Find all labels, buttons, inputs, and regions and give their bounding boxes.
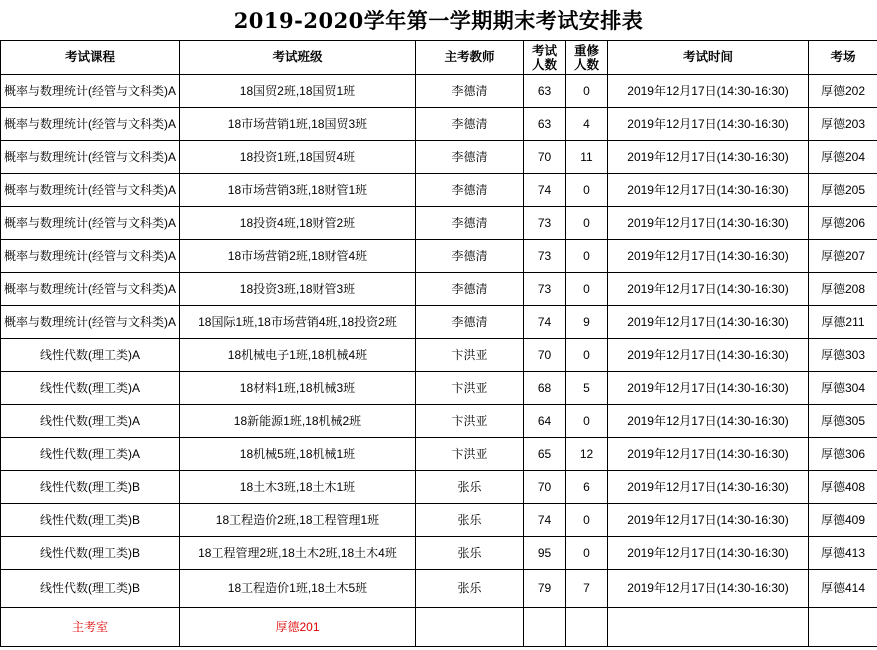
classes-cell: 18投资1班,18国贸4班 — [180, 141, 416, 174]
table-row — [1, 405, 877, 438]
table-row — [1, 207, 877, 240]
classes-cell: 18国际1班,18市场营销4班,18投资2班 — [180, 306, 416, 339]
footer-room-cell: 厚德201 — [180, 608, 416, 647]
count-cell: 70 — [524, 471, 566, 504]
retake-cell: 7 — [566, 570, 608, 608]
classes-cell: 18工程造价2班,18工程管理1班 — [180, 504, 416, 537]
exam-schedule-table — [0, 40, 877, 647]
time-cell: 2019年12月17日(14:30-16:30) — [608, 339, 809, 372]
table-row — [1, 141, 877, 174]
room-cell: 厚德205 — [809, 174, 877, 207]
course-cell: 概率与数理统计(经管与文科类)A — [1, 174, 180, 207]
count-cell: 73 — [524, 273, 566, 306]
header-count-line2: 人数 — [531, 57, 557, 72]
time-cell: 2019年12月17日(14:30-16:30) — [608, 471, 809, 504]
table-row — [1, 108, 877, 141]
footer-label-cell: 主考室 — [1, 608, 180, 647]
empty-cell — [566, 608, 608, 647]
teacher-cell: 李德清 — [416, 141, 524, 174]
retake-cell: 0 — [566, 75, 608, 108]
course-cell: 概率与数理统计(经管与文科类)A — [1, 306, 180, 339]
header-time: 考试时间 — [608, 41, 809, 75]
page-title: 2019-2020学年第一学期期末考试安排表 — [233, 8, 644, 33]
time-cell: 2019年12月17日(14:30-16:30) — [608, 372, 809, 405]
room-cell: 厚德202 — [809, 75, 877, 108]
table-row — [1, 306, 877, 339]
classes-cell: 18投资4班,18财管2班 — [180, 207, 416, 240]
room-cell: 厚德413 — [809, 537, 877, 570]
teacher-cell: 张乐 — [416, 471, 524, 504]
time-cell: 2019年12月17日(14:30-16:30) — [608, 141, 809, 174]
room-cell: 厚德304 — [809, 372, 877, 405]
count-cell: 95 — [524, 537, 566, 570]
teacher-cell: 李德清 — [416, 273, 524, 306]
time-cell: 2019年12月17日(14:30-16:30) — [608, 405, 809, 438]
room-cell: 厚德203 — [809, 108, 877, 141]
course-cell: 线性代数(理工类)B — [1, 537, 180, 570]
teacher-cell: 张乐 — [416, 537, 524, 570]
retake-cell: 6 — [566, 471, 608, 504]
course-cell: 线性代数(理工类)A — [1, 339, 180, 372]
course-cell: 概率与数理统计(经管与文科类)A — [1, 75, 180, 108]
time-cell: 2019年12月17日(14:30-16:30) — [608, 306, 809, 339]
retake-cell: 0 — [566, 207, 608, 240]
table-row — [1, 75, 877, 108]
retake-cell: 0 — [566, 537, 608, 570]
retake-cell: 12 — [566, 438, 608, 471]
retake-cell: 0 — [566, 174, 608, 207]
header-count — [524, 41, 566, 75]
count-cell: 64 — [524, 405, 566, 438]
header-room: 考场 — [809, 41, 877, 75]
header-retake-line1: 重修 — [573, 43, 599, 58]
room-cell: 厚德409 — [809, 504, 877, 537]
time-cell: 2019年12月17日(14:30-16:30) — [608, 537, 809, 570]
table-row — [1, 504, 877, 537]
classes-cell: 18材料1班,18机械3班 — [180, 372, 416, 405]
header-retake-line2: 人数 — [573, 57, 599, 72]
classes-cell: 18投资3班,18财管3班 — [180, 273, 416, 306]
course-cell: 线性代数(理工类)B — [1, 471, 180, 504]
course-cell: 线性代数(理工类)A — [1, 438, 180, 471]
header-course: 考试课程 — [1, 41, 180, 75]
room-cell: 厚德414 — [809, 570, 877, 608]
retake-cell: 0 — [566, 405, 608, 438]
header-teacher: 主考教师 — [416, 41, 524, 75]
teacher-cell: 李德清 — [416, 174, 524, 207]
retake-cell: 0 — [566, 339, 608, 372]
room-cell: 厚德206 — [809, 207, 877, 240]
time-cell: 2019年12月17日(14:30-16:30) — [608, 504, 809, 537]
course-cell: 线性代数(理工类)B — [1, 570, 180, 608]
count-cell: 74 — [524, 504, 566, 537]
table-row — [1, 438, 877, 471]
retake-cell: 5 — [566, 372, 608, 405]
header-retake — [566, 41, 608, 75]
classes-cell: 18土木3班,18土木1班 — [180, 471, 416, 504]
retake-cell: 0 — [566, 273, 608, 306]
table-row — [1, 537, 877, 570]
course-cell: 概率与数理统计(经管与文科类)A — [1, 108, 180, 141]
table-row — [1, 372, 877, 405]
teacher-cell: 李德清 — [416, 108, 524, 141]
teacher-cell: 李德清 — [416, 306, 524, 339]
course-cell: 概率与数理统计(经管与文科类)A — [1, 141, 180, 174]
table-row — [1, 339, 877, 372]
table-row — [1, 471, 877, 504]
room-cell: 厚德306 — [809, 438, 877, 471]
classes-cell: 18工程管理2班,18土木2班,18土木4班 — [180, 537, 416, 570]
classes-cell: 18国贸2班,18国贸1班 — [180, 75, 416, 108]
course-cell: 概率与数理统计(经管与文科类)A — [1, 273, 180, 306]
retake-cell: 0 — [566, 240, 608, 273]
count-cell: 73 — [524, 240, 566, 273]
course-cell: 线性代数(理工类)A — [1, 372, 180, 405]
count-cell: 65 — [524, 438, 566, 471]
teacher-cell: 卞洪亚 — [416, 438, 524, 471]
header-classes: 考试班级 — [180, 41, 416, 75]
count-cell: 63 — [524, 108, 566, 141]
classes-cell: 18市场营销3班,18财管1班 — [180, 174, 416, 207]
retake-cell: 11 — [566, 141, 608, 174]
count-cell: 70 — [524, 141, 566, 174]
teacher-cell: 李德清 — [416, 75, 524, 108]
time-cell: 2019年12月17日(14:30-16:30) — [608, 438, 809, 471]
teacher-cell: 卞洪亚 — [416, 372, 524, 405]
room-cell: 厚德211 — [809, 306, 877, 339]
retake-cell: 0 — [566, 504, 608, 537]
teacher-cell: 卞洪亚 — [416, 339, 524, 372]
room-cell: 厚德204 — [809, 141, 877, 174]
course-cell: 概率与数理统计(经管与文科类)A — [1, 207, 180, 240]
teacher-cell: 张乐 — [416, 570, 524, 608]
count-cell: 74 — [524, 174, 566, 207]
time-cell: 2019年12月17日(14:30-16:30) — [608, 75, 809, 108]
classes-cell: 18市场营销1班,18国贸3班 — [180, 108, 416, 141]
count-cell: 70 — [524, 339, 566, 372]
table-row — [1, 240, 877, 273]
time-cell: 2019年12月17日(14:30-16:30) — [608, 240, 809, 273]
classes-cell: 18机械5班,18机械1班 — [180, 438, 416, 471]
empty-cell — [416, 608, 524, 647]
teacher-cell: 张乐 — [416, 504, 524, 537]
table-row — [1, 570, 877, 608]
empty-cell — [608, 608, 809, 647]
time-cell: 2019年12月17日(14:30-16:30) — [608, 570, 809, 608]
header-count-line1: 考试 — [531, 43, 557, 58]
course-cell: 概率与数理统计(经管与文科类)A — [1, 240, 180, 273]
count-cell: 79 — [524, 570, 566, 608]
time-cell: 2019年12月17日(14:30-16:30) — [608, 108, 809, 141]
count-cell: 63 — [524, 75, 566, 108]
room-cell: 厚德303 — [809, 339, 877, 372]
room-cell: 厚德305 — [809, 405, 877, 438]
empty-cell — [524, 608, 566, 647]
header-row — [1, 41, 877, 75]
room-cell: 厚德207 — [809, 240, 877, 273]
teacher-cell: 李德清 — [416, 240, 524, 273]
classes-cell: 18工程造价1班,18土木5班 — [180, 570, 416, 608]
room-cell: 厚德408 — [809, 471, 877, 504]
course-cell: 线性代数(理工类)B — [1, 504, 180, 537]
retake-cell: 4 — [566, 108, 608, 141]
course-cell: 线性代数(理工类)A — [1, 405, 180, 438]
table-row — [1, 273, 877, 306]
count-cell: 73 — [524, 207, 566, 240]
classes-cell: 18新能源1班,18机械2班 — [180, 405, 416, 438]
classes-cell: 18市场营销2班,18财管4班 — [180, 240, 416, 273]
time-cell: 2019年12月17日(14:30-16:30) — [608, 207, 809, 240]
count-cell: 68 — [524, 372, 566, 405]
footer-row — [1, 608, 877, 647]
time-cell: 2019年12月17日(14:30-16:30) — [608, 273, 809, 306]
teacher-cell: 李德清 — [416, 207, 524, 240]
classes-cell: 18机械电子1班,18机械4班 — [180, 339, 416, 372]
table-row — [1, 174, 877, 207]
count-cell: 74 — [524, 306, 566, 339]
room-cell: 厚德208 — [809, 273, 877, 306]
teacher-cell: 卞洪亚 — [416, 405, 524, 438]
time-cell: 2019年12月17日(14:30-16:30) — [608, 174, 809, 207]
retake-cell: 9 — [566, 306, 608, 339]
empty-cell — [809, 608, 877, 647]
